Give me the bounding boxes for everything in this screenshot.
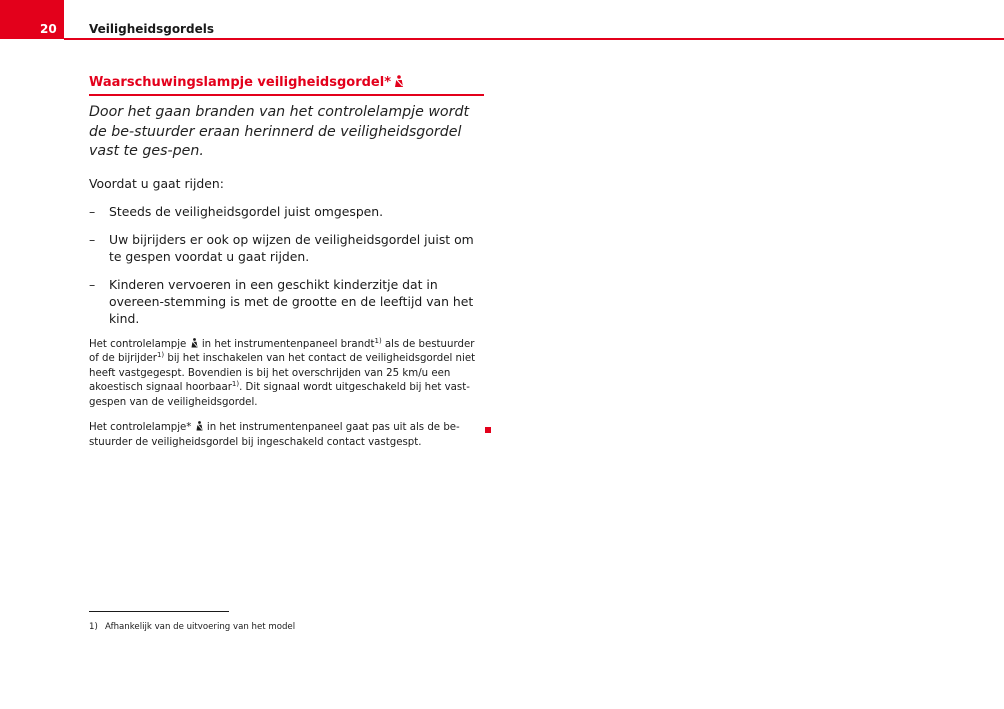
body-paragraph-2 [89, 421, 484, 450]
para1-part-c: als de bestuurder of de bijrijder [89, 338, 475, 364]
list-dash: – [89, 231, 96, 247]
para1-part-e: . Dit signaal wordt uitgeschakeld bij het vast-gespen van de veiligheidsgordel. [89, 382, 470, 408]
list-item [89, 231, 484, 265]
para1-part-b: in het instrumentenpaneel brandt [201, 338, 375, 350]
section-end-marker [485, 427, 491, 433]
list-item [89, 203, 484, 220]
para2-part-a: Het controlelampje* [89, 422, 192, 433]
list-item [89, 276, 484, 327]
footnote-ref: 1) [231, 380, 240, 388]
section-heading [89, 74, 484, 96]
list-dash: – [89, 203, 96, 219]
list-dash: – [89, 276, 96, 292]
seatbelt-icon [191, 338, 198, 348]
body-paragraph-1 [89, 338, 484, 411]
footnote-ref: 1) [374, 336, 382, 345]
para2-part-b: in het instrumentenpaneel gaat pas uit als de be-stuurder de veiligheidsgordel bij ingeschakeld contact vastgespt. [89, 422, 460, 448]
intro-text: Voordat u gaat rijden: [89, 175, 224, 191]
list-item-text: Steeds de veiligheidsgordel juist omgespen. [109, 203, 384, 219]
page-number: 20 [0, 0, 64, 39]
footnote-rule [89, 611, 229, 612]
main-content [89, 74, 484, 450]
footnote-ref: 1) [156, 351, 165, 359]
list-item-text: Uw bijrijders er ook op wijzen de veiligheidsgordel juist om te gespen voordat u gaat rijden. [109, 231, 474, 264]
lead-paragraph: Door het gaan branden van het controlelampje wordt de be-stuurder eraan herinnerd de veiligheidsgordel vast te ges-pen. [89, 104, 470, 159]
para1-part-a: Het controlelampje [89, 338, 187, 350]
footnote-mark: 1) [89, 622, 98, 632]
header-rule [64, 38, 1004, 40]
para1-part-d: bij het inschakelen van het contact de veiligheidsgordel niet heeft vastgegespt. Bovendien is bij het overschrijden van 25 km/u een akoestisch signaal hoorbaar [89, 353, 476, 393]
list-item-text: Kinderen vervoeren in een geschikt kinderzitje dat in overeen-stemming is met de grootte en de leeftijd van het kind. [109, 276, 474, 326]
section-heading-text: Waarschuwingslampje veiligheidsgordel* [89, 75, 391, 90]
seatbelt-warning-icon [394, 75, 404, 88]
footnote-text: Afhankelijk van de uitvoering van het model [105, 622, 296, 632]
chapter-title: Veiligheidsgordels [89, 22, 214, 36]
step-list [89, 203, 484, 327]
seatbelt-icon [196, 421, 203, 431]
footnote [89, 621, 295, 633]
